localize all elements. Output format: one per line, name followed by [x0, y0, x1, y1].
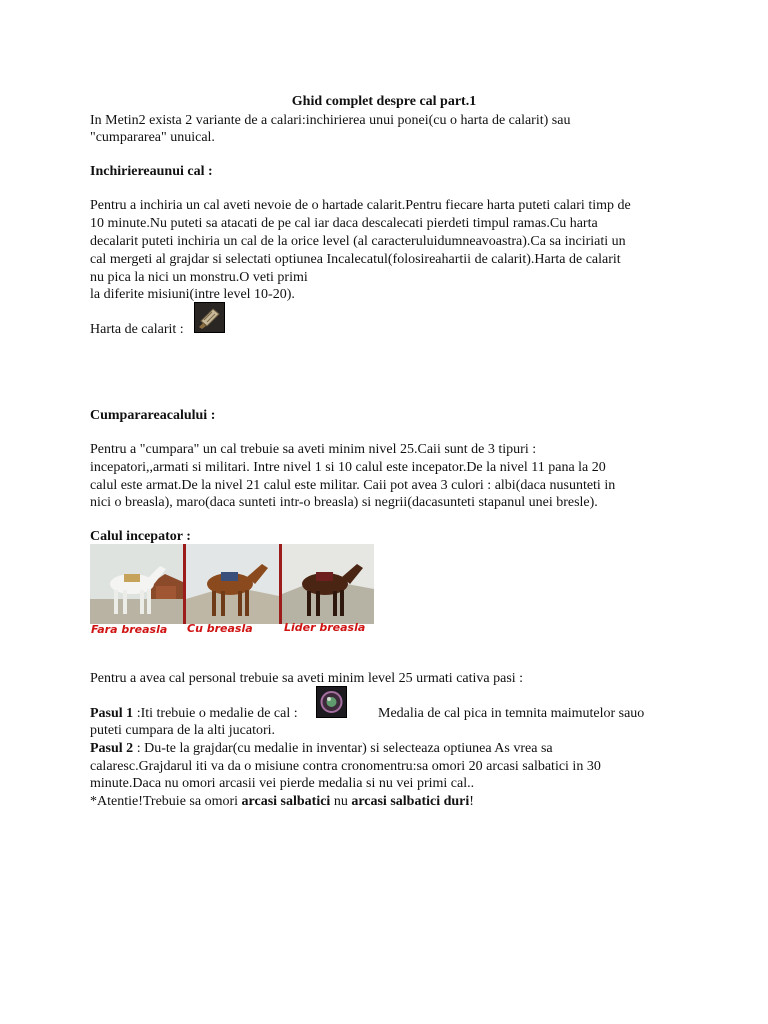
step-1-line-1 — [90, 705, 298, 723]
step-2-label: Pasul 2 — [90, 741, 134, 756]
caption-fara-breasla: Fara breasla — [91, 623, 168, 636]
caption-cu-breasla: Cu breasla — [187, 622, 253, 635]
step-1-medal-drop: Medalia de cal pica in temnita maimutelor sauo — [378, 706, 645, 721]
beginner-horses-image — [90, 544, 374, 637]
rent-line-5: nu pica la nici un monstru.O veti primi — [90, 270, 308, 285]
step-2-line-2: calaresc.Grajdarul iti va da o misiune contra cronomentru:sa omori 20 arcasi salbatici in 30 — [90, 759, 601, 774]
section-heading-beginner: Calul incepator : — [90, 529, 191, 544]
buy-line-4: nici o breasla), maro(daca sunteti intr-o breasla) si negrii(dacasunteti stapanul unei bresle). — [90, 495, 598, 510]
caption-lider-breasla: Lider breasla — [284, 621, 366, 634]
warning-prefix: *Atentie!Trebuie sa omori — [90, 794, 242, 809]
warning-hard-archers: arcasi salbatici duri — [351, 794, 470, 809]
rent-line-3: decalarit puteti inchiria un cal de la orice level (al caracteruluidumneavoastra).Ca sa inciriati un — [90, 234, 626, 249]
intro-line-2: "cumpararea" unuical. — [90, 130, 215, 145]
step-1-line-2: puteti cumpara de la alti jucatori. — [90, 723, 276, 738]
warning-wild-archers: arcasi salbatici — [241, 794, 331, 809]
buy-line-2: incepatori,,armati si militari. Intre nivel 1 si 10 calul este incepator.De la nivel 11 pana la 20 — [90, 460, 606, 475]
buy-line-3: calul este armat.De la nivel 21 calul este militar. Caii pot avea 3 culori : albi(daca nusunteti in — [90, 478, 616, 493]
step-2-line-3: minute.Daca nu omori arcasii vei pierde medalia si nu vei primi cal.. — [90, 776, 475, 791]
step-1-text: :Iti trebuie o medalie de cal : — [133, 706, 298, 721]
section-heading-buy: Cumparareacalului : — [90, 408, 216, 423]
map-label: Harta de calarit : — [90, 322, 184, 337]
step-2-line-1 — [90, 740, 553, 758]
rent-line-4: cal mergeti al grajdar si selectati optiunea Incalecatul(folosireahartii de calarit).Harta de calarit — [90, 252, 621, 267]
document-title: Ghid complet despre cal part.1 — [291, 94, 477, 109]
warning-nu: nu — [330, 794, 352, 809]
buy-line-1: Pentru a "cumpara" un cal trebuie sa aveti minim nivel 25.Caii sunt de 3 tipuri : — [90, 442, 537, 457]
rent-line-6: la diferite misiuni(intre level 10-20). — [90, 287, 295, 302]
step-1-label: Pasul 1 — [90, 706, 134, 721]
intro-line-1: In Metin2 exista 2 variante de a calari:inchirierea unui ponei(cu o harta de calarit) sau — [90, 113, 571, 128]
warning-line — [90, 793, 474, 811]
step-2-text: : Du-te la grajdar(cu medalie in inventar) si selecteaza optiunea As vrea sa — [133, 741, 553, 756]
rent-line-1: Pentru a inchiria un cal aveti nevoie de o hartade calarit.Pentru fiecare harta puteti calari timp de — [90, 198, 631, 213]
riding-map-icon — [194, 302, 225, 333]
warning-suffix: ! — [469, 794, 474, 809]
horse-medal-icon — [316, 686, 347, 718]
rent-line-2: 10 minute.Nu puteti sa atacati de pe cal iar daca descalecati pierdeti timpul ramas.Cu harta — [90, 216, 598, 231]
section-heading-rent: Inchiriereaunui cal : — [90, 164, 213, 179]
personal-horse-intro: Pentru a avea cal personal trebuie sa aveti minim level 25 urmati cativa pasi : — [90, 671, 524, 686]
